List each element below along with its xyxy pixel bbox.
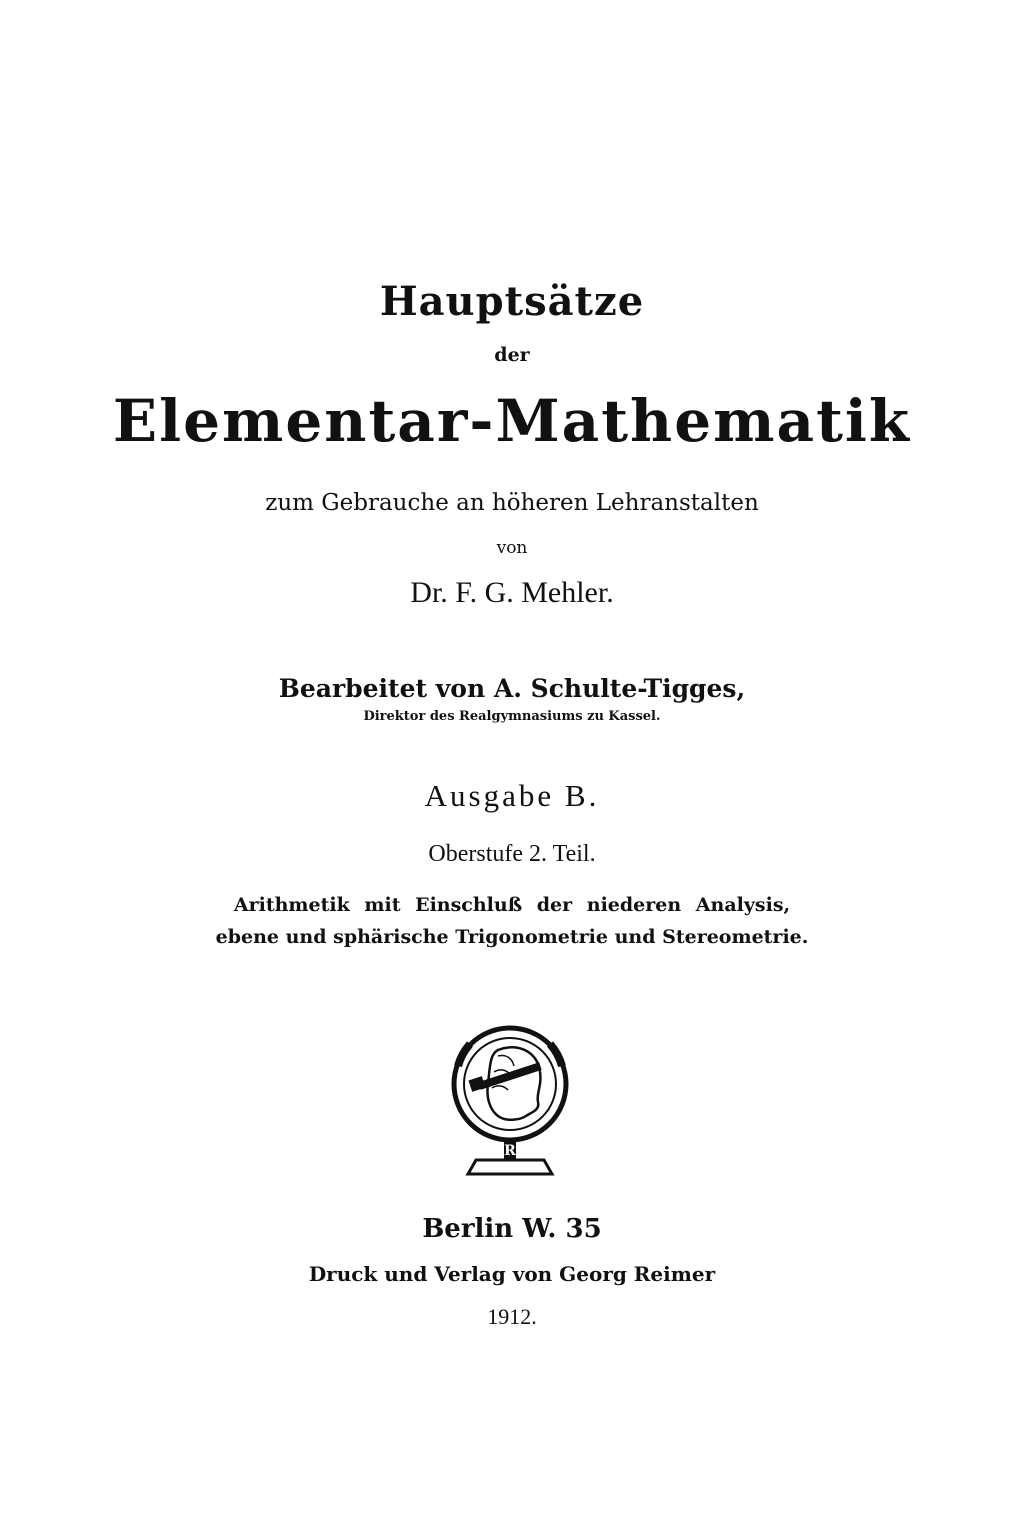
book-title: Hauptsätze: [379, 278, 645, 325]
publication-year: 1912.: [487, 1304, 537, 1329]
editor-line: Bearbeitet von A. Schulte-Tigges,: [278, 674, 746, 703]
part-label: Oberstufe 2. Teil.: [428, 841, 596, 867]
main-title: Elementar-Mathematik: [112, 387, 912, 455]
author-name: Dr. F. G. Mehler.: [410, 576, 614, 609]
contents-line-2: ebene und sphärische Trigonometrie und Stereometrie.: [215, 926, 809, 948]
author-preposition: von: [496, 538, 528, 558]
contents-line-1: Arithmetik mit Einschluß der niederen Analysis,: [233, 894, 791, 916]
publisher-name: Druck und Verlag von Georg Reimer: [308, 1262, 716, 1286]
edition-label: Ausgabe B.: [424, 778, 600, 813]
publisher-city: Berlin W. 35: [422, 1214, 602, 1244]
publisher-emblem-icon: [440, 1024, 580, 1176]
svg-text:R: R: [504, 1143, 516, 1159]
title-connector: der: [494, 344, 530, 366]
subtitle: zum Gebrauche an höheren Lehranstalten: [265, 490, 759, 516]
editor-role: Direktor des Realgymnasiums zu Kassel.: [363, 709, 661, 724]
